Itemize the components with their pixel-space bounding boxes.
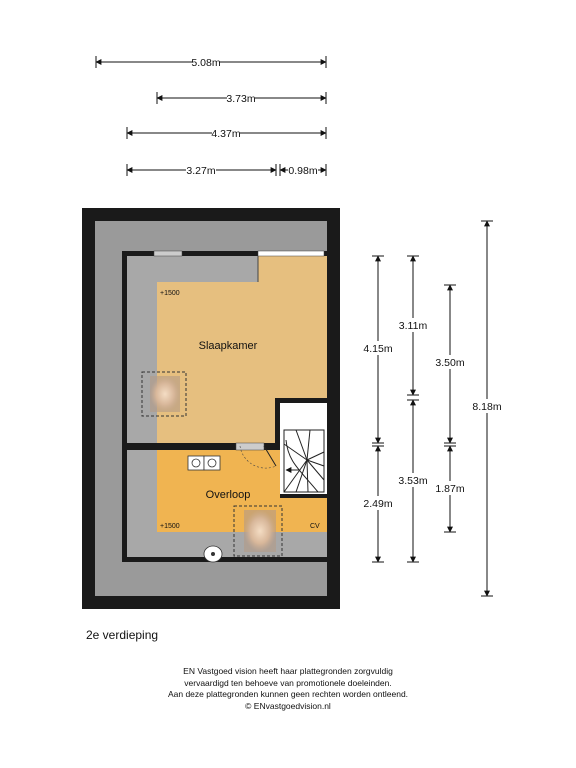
dimension-label: 5.08m — [191, 57, 221, 69]
right-dimensions — [361, 221, 504, 596]
dimension-line-4-37m — [127, 126, 326, 140]
dimension-line-3-73m — [157, 91, 326, 105]
dimension-line-0-98m — [280, 163, 326, 177]
room-label-slaapkamer: Slaapkamer — [198, 340, 258, 352]
dimension-label: 4.15m — [363, 343, 393, 355]
disclaimer-copyright: © ENvastgoedvision.nl — [245, 700, 331, 711]
dimension-label: 8.18m — [472, 401, 502, 413]
dimension-label: 1.87m — [435, 483, 465, 495]
disclaimer — [0, 666, 576, 712]
room-label-overloop: Overloop — [205, 489, 251, 501]
dimension-label: 3.73m — [226, 93, 256, 105]
disclaimer-line: Aan deze plattegronden kunnen geen rechten worden ontleend. — [167, 689, 409, 699]
height-marker-landing: +1500 — [160, 523, 180, 530]
dimension-label: 3.27m — [186, 165, 216, 177]
dimension-label: 4.37m — [211, 128, 241, 140]
floor-label: 2e verdieping — [86, 628, 159, 642]
top-dimensions — [96, 55, 326, 177]
toilet-icon — [204, 546, 222, 562]
dimension-line-3-50m — [433, 285, 467, 443]
window-top-right — [258, 251, 324, 256]
disclaimer-line: vervaardigd ten behoeve van promotionele doeleinden. — [184, 677, 392, 688]
dimension-label: 3.50m — [435, 357, 465, 369]
height-marker-bedroom: +1500 — [160, 290, 180, 297]
dryer-icon — [204, 456, 220, 470]
dimension-line-3-53m — [396, 400, 430, 562]
dimension-label: 0.98m — [288, 165, 318, 177]
dimension-line-1-87m — [433, 446, 467, 532]
window-top-left — [154, 251, 182, 256]
washing-machine-icon — [188, 456, 204, 470]
stair-treads — [284, 430, 324, 492]
dimension-line-2-49m — [361, 446, 395, 562]
dimension-line-4-15m — [361, 256, 395, 443]
dimension-line-3-11m — [396, 256, 430, 395]
dimension-line-3-27m — [127, 163, 276, 177]
dimension-line-5-08m — [96, 55, 326, 69]
dimension-label: 3.11m — [398, 320, 428, 332]
dimension-label: 2.49m — [363, 498, 393, 510]
dimension-line-8-18m — [470, 221, 504, 596]
floor-plan-body — [82, 208, 340, 609]
dimension-label: 3.53m — [398, 475, 428, 487]
disclaimer-line: EN Vastgoed vision heeft haar plattegronden zorgvuldig — [183, 666, 393, 676]
cv-label: CV — [310, 523, 320, 530]
